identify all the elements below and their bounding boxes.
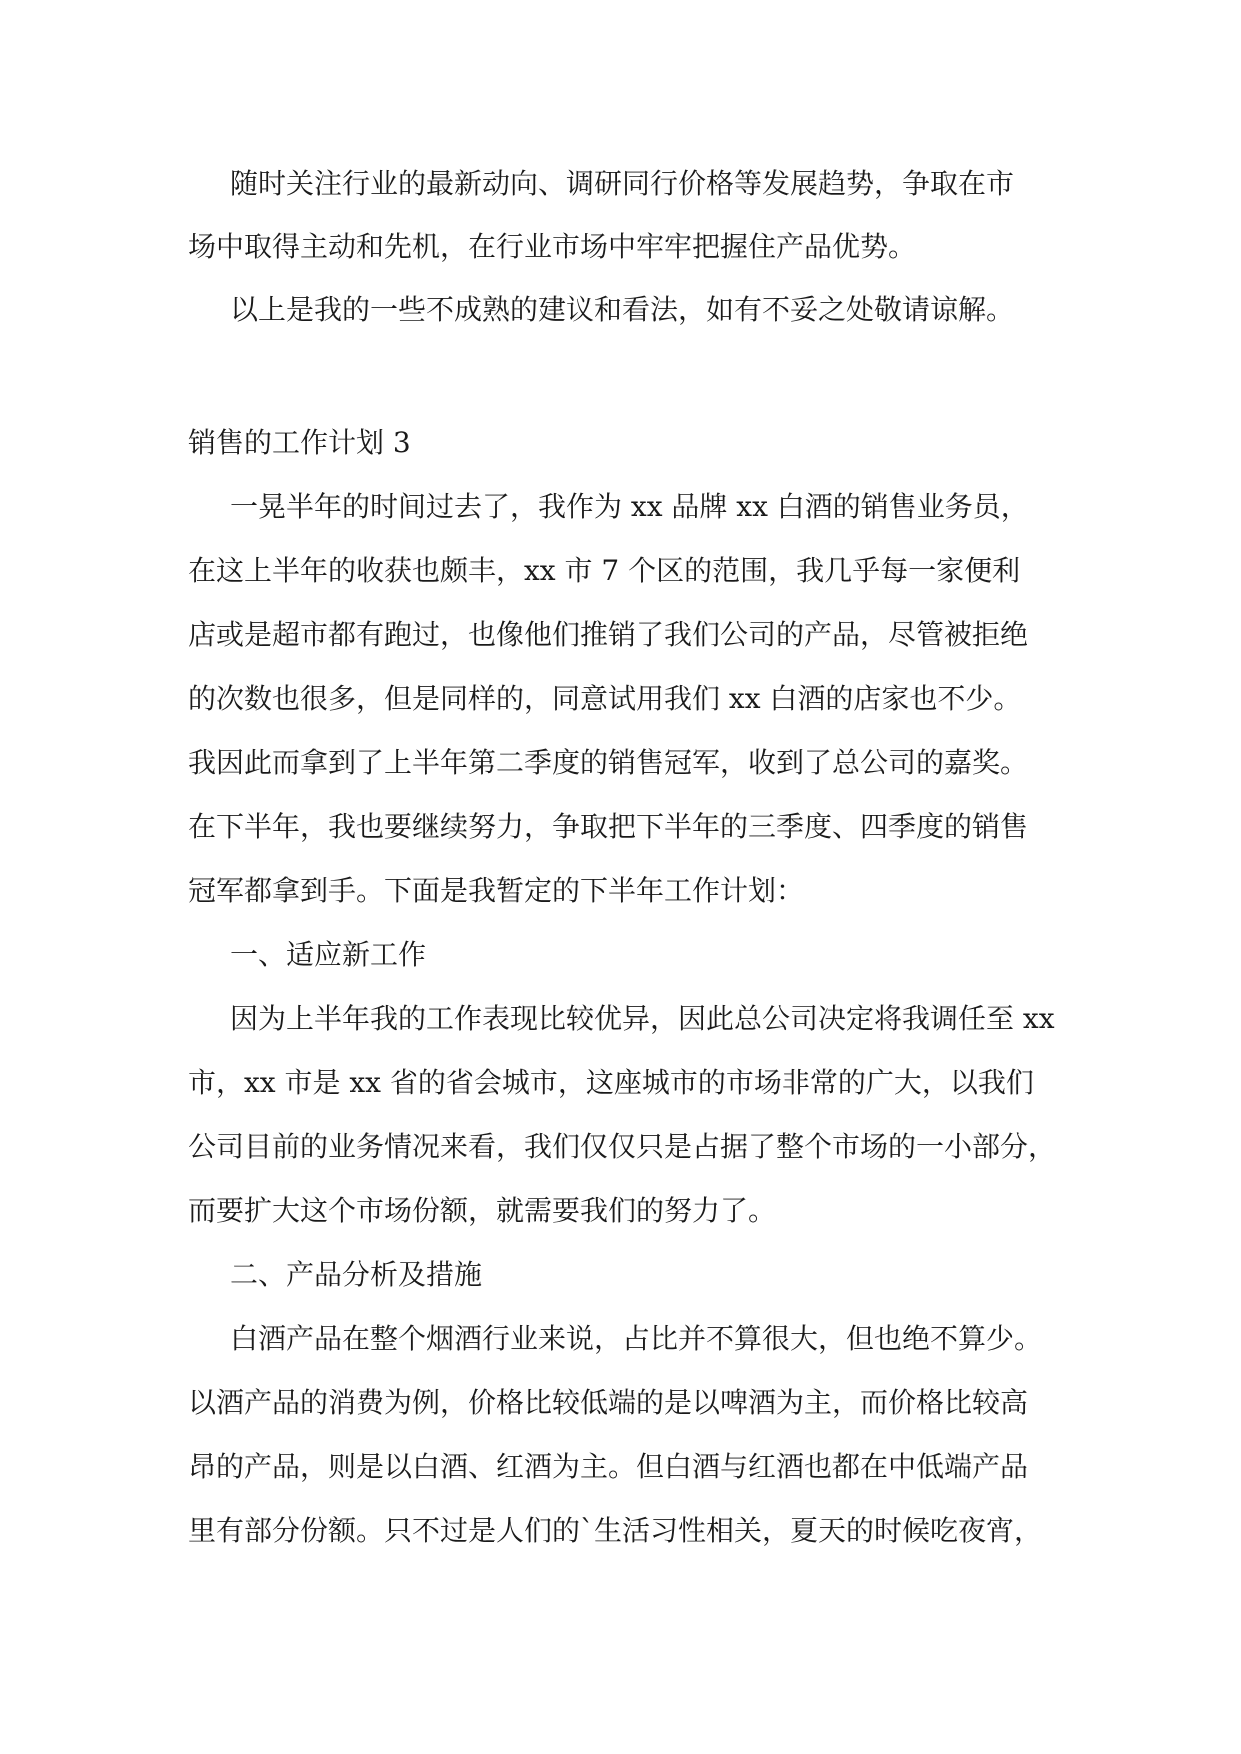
paragraph-line: 以酒产品的消费为例，价格比较低端的是以啤酒为主，而价格比较高 bbox=[188, 1386, 1029, 1419]
paragraph-line: 在这上半年的收获也颇丰，xx 市 7 个区的范围，我几乎每一家便利 bbox=[188, 554, 1021, 587]
paragraph-line: 以上是我的一些不成熟的建议和看法，如有不妥之处敬请谅解。 bbox=[230, 293, 1015, 326]
paragraph-line: 里有部分份额。只不过是人们的`生活习性相关，夏天的时候吃夜宵， bbox=[188, 1514, 1043, 1547]
paragraph-line: 我因此而拿到了上半年第二季度的销售冠军，收到了总公司的嘉奖。 bbox=[188, 746, 1029, 779]
paragraph-line: 白酒产品在整个烟酒行业来说，占比并不算很大，但也绝不算少。 bbox=[230, 1322, 1043, 1355]
paragraph-line: 而要扩大这个市场份额，就需要我们的努力了。 bbox=[188, 1194, 777, 1227]
subheading: 一、适应新工作 bbox=[230, 938, 427, 971]
paragraph-line: 在下半年，我也要继续努力，争取把下半年的三季度、四季度的销售 bbox=[188, 810, 1029, 843]
paragraph-line: 公司目前的业务情况来看，我们仅仅只是占据了整个市场的一小部分， bbox=[188, 1130, 1057, 1163]
paragraph-line: 店或是超市都有跑过，也像他们推销了我们公司的产品，尽管被拒绝 bbox=[188, 618, 1029, 651]
paragraph-line: 冠军都拿到手。下面是我暂定的下半年工作计划： bbox=[188, 874, 805, 907]
paragraph-line: 昂的产品，则是以白酒、红酒为主。但白酒与红酒也都在中低端产品 bbox=[188, 1450, 1029, 1483]
paragraph-line: 一晃半年的时间过去了，我作为 xx 品牌 xx 白酒的销售业务员， bbox=[230, 490, 1029, 523]
paragraph-line: 随时关注行业的最新动向、调研同行价格等发展趋势，争取在市 bbox=[230, 167, 1015, 200]
paragraph-line: 市，xx 市是 xx 省的省会城市，这座城市的市场非常的广大，以我们 bbox=[188, 1066, 1034, 1099]
paragraph-line: 的次数也很多，但是同样的，同意试用我们 xx 白酒的店家也不少。 bbox=[188, 682, 1022, 715]
paragraph-line: 场中取得主动和先机，在行业市场中牢牢把握住产品优势。 bbox=[188, 230, 917, 263]
paragraph-line: 因为上半年我的工作表现比较优异，因此总公司决定将我调任至 xx bbox=[230, 1002, 1055, 1035]
subheading: 二、产品分析及措施 bbox=[230, 1258, 483, 1291]
section-title: 销售的工作计划 3 bbox=[188, 426, 411, 459]
